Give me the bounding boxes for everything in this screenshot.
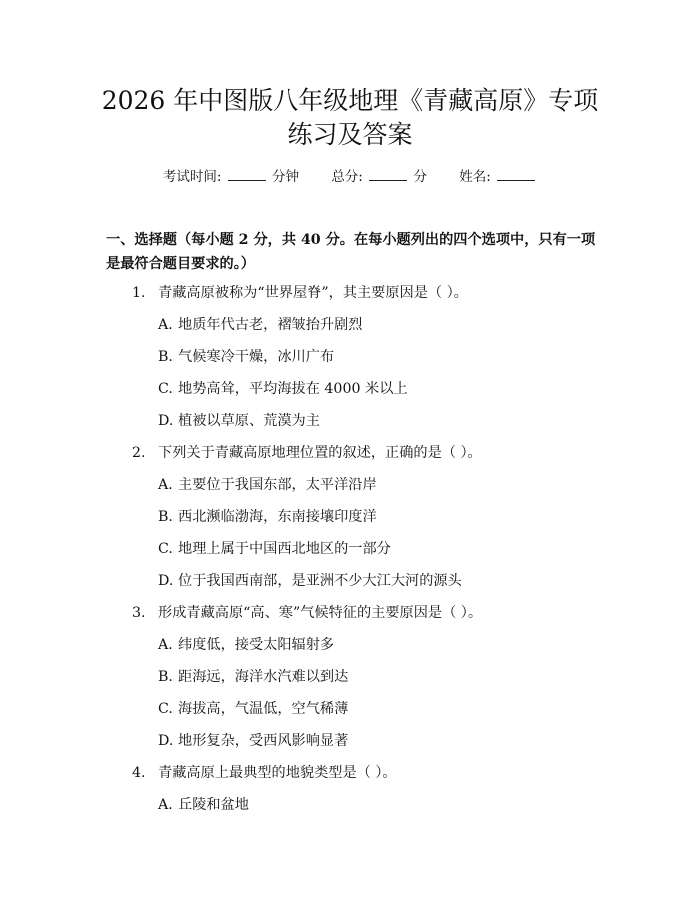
- question-text: 下列关于青藏高原地理位置的叙述，正确的是（ ）。: [158, 445, 482, 461]
- option-text: 气候寒冷干燥，冰川广布: [178, 349, 335, 365]
- option-text: 地质年代古老，褶皱抬升剧烈: [178, 317, 363, 333]
- option-text: 地理上属于中国西北地区的一部分: [178, 541, 391, 557]
- option-letter: A.: [158, 637, 173, 653]
- option-text: 主要位于我国东部，太平洋沿岸: [178, 477, 377, 493]
- q1-option-c: [158, 379, 408, 399]
- option-letter: D.: [158, 573, 174, 589]
- option-letter: A.: [158, 317, 173, 333]
- question-text: 青藏高原被称为“世界屋脊”，其主要原因是（ ）。: [158, 285, 468, 301]
- question-text: 形成青藏高原“高、寒”气候特征的主要原因是（ ）。: [158, 605, 483, 621]
- q2-option-c: [158, 539, 391, 559]
- option-text: 丘陵和盆地: [178, 797, 249, 813]
- total-score-blank: [369, 168, 407, 181]
- option-text: 海拔高，气温低，空气稀薄: [178, 701, 349, 717]
- exam-time-label: 考试时间:: [162, 169, 222, 185]
- total-score-label: 总分:: [331, 169, 363, 185]
- option-text: 地形复杂，受西风影响显著: [178, 733, 349, 749]
- question-number: 2.: [132, 445, 146, 461]
- question-1: [132, 283, 468, 303]
- question-text: 青藏高原上最典型的地貌类型是（ ）。: [158, 765, 397, 781]
- option-letter: C.: [158, 701, 173, 717]
- option-letter: B.: [158, 509, 173, 525]
- exam-time-unit: 分钟: [272, 169, 300, 185]
- exam-info-row: [0, 168, 700, 186]
- option-letter: A.: [158, 797, 173, 813]
- q2-option-a: [158, 475, 377, 495]
- q1-option-b: [158, 347, 334, 367]
- exam-time-blank: [228, 168, 266, 181]
- page-title-line-1: 2026 年中图版八年级地理《青藏高原》专项: [101, 86, 599, 115]
- option-letter: B.: [158, 669, 173, 685]
- option-letter: C.: [158, 541, 173, 557]
- option-text: 位于我国西南部，是亚洲不少大江大河的源头: [178, 573, 462, 589]
- student-name-field: [459, 168, 537, 186]
- option-text: 纬度低，接受太阳辐射多: [178, 637, 335, 653]
- student-name-label: 姓名:: [459, 169, 491, 185]
- option-letter: D.: [158, 733, 174, 749]
- q2-option-b: [158, 507, 377, 527]
- total-score-unit: 分: [413, 169, 427, 185]
- q3-option-d: [158, 731, 348, 751]
- q1-option-a: [158, 315, 362, 335]
- q3-option-b: [158, 667, 348, 687]
- option-text: 距海远，海洋水汽难以到达: [178, 669, 349, 685]
- question-number: 3.: [132, 605, 146, 621]
- q3-option-a: [158, 635, 334, 655]
- question-number: 1.: [132, 285, 146, 301]
- question-4: [132, 763, 397, 783]
- option-text: 西北濒临渤海，东南接壤印度洋: [178, 509, 377, 525]
- option-letter: A.: [158, 477, 173, 493]
- student-name-blank: [497, 168, 535, 181]
- q3-option-c: [158, 699, 348, 719]
- option-letter: B.: [158, 349, 173, 365]
- page-title-line-2: 练习及答案: [287, 120, 413, 149]
- question-2: [132, 443, 482, 463]
- total-score-field: [331, 168, 427, 186]
- q1-option-d: [158, 411, 320, 431]
- option-text: 植被以草原、荒漠为主: [178, 413, 320, 429]
- question-3: [132, 603, 482, 623]
- option-letter: C.: [158, 381, 173, 397]
- option-letter: D.: [158, 413, 174, 429]
- q2-option-d: [158, 571, 462, 591]
- exam-time-field: [163, 168, 299, 186]
- section-heading: 一、选择题（每小题 2 分，共 40 分。在每小题列出的四个选项中，只有一项是最符合题目要求的。）: [106, 232, 596, 272]
- option-text: 地势高耸，平均海拔在 4000 米以上: [178, 381, 408, 397]
- q4-option-a: [158, 795, 249, 815]
- question-number: 4.: [132, 765, 146, 781]
